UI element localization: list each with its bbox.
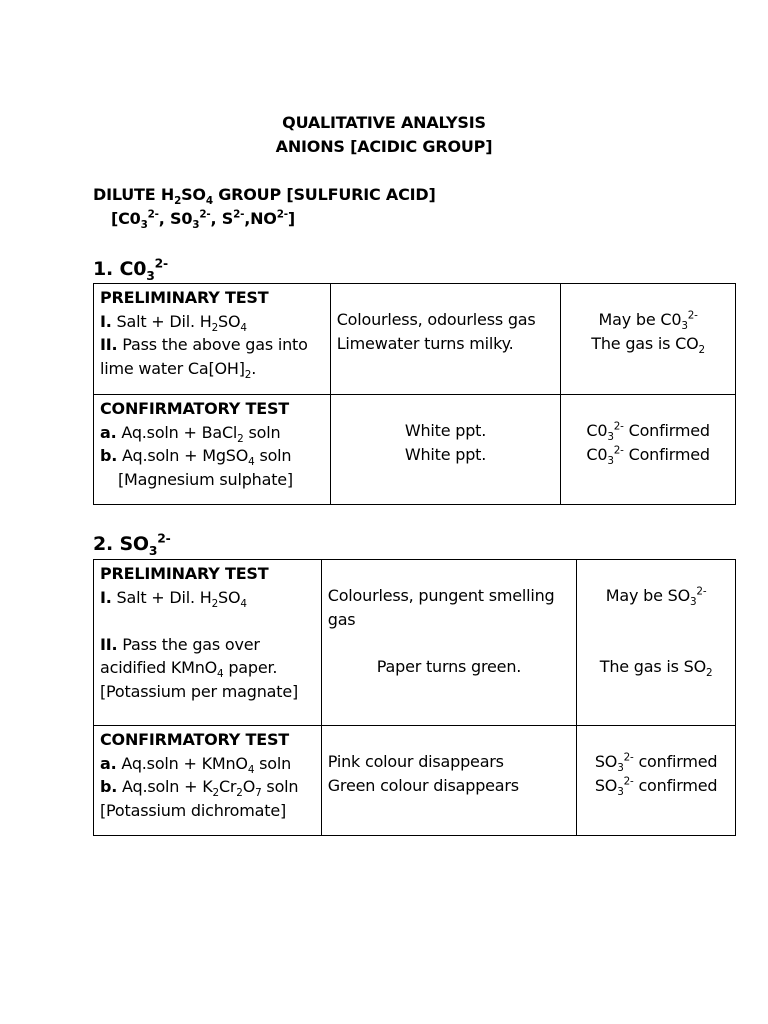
section2-confirm-obs-b: Green colour disappears [327, 775, 519, 795]
section2-confirm-inference-cell [577, 726, 736, 836]
section2-confirm-inf-a: $SO_3^{2-}$ confirmed [594, 751, 718, 775]
section2-confirm-a: a. Aq.soln + KMnO$_4$ soln [100, 753, 292, 776]
section1-prelim-test-cell [94, 284, 331, 395]
section1-confirm-b: b. Aq.soln + MgSO$_4$ soln [100, 446, 292, 469]
section1-prelim-title: PRELIMINARY TEST [100, 288, 269, 307]
section1-prelim-inf1: May be $C0_3^{2-}$ [598, 309, 698, 333]
section1-prelim-inference-cell [561, 284, 736, 395]
section1-prelim-obs2: Limewater turns milky. [336, 333, 514, 353]
section1-prelim-row [94, 284, 736, 395]
section1-confirm-b-note: [Magnesium sulphate] [118, 469, 293, 489]
section2-prelim-step1: I. Salt + Dil. $H_2SO_4$ [100, 587, 247, 610]
group-heading: DILUTE $H_2SO_4$ GROUP [SULFURIC ACID] [93, 185, 436, 208]
section1-confirm-title: CONFIRMATORY TEST [100, 399, 289, 418]
section1-prelim-obs1: Colourless, odourless gas [336, 310, 536, 329]
section2-confirm-observation-cell [321, 726, 576, 836]
section2-confirm-row [94, 726, 736, 836]
section1-heading: 1. $C0_3^{2-}$ [93, 256, 168, 283]
section2-prelim-title: PRELIMINARY TEST [100, 564, 269, 583]
section2-prelim-observation-cell [321, 560, 576, 726]
section1-confirm-inf-a: $C0_3^{2-}$ Confirmed [586, 420, 710, 444]
section2-confirm-b-note: [Potassium dichromate] [100, 800, 287, 820]
section1-prelim-step2: II. Pass the above gas into lime water $Ca[OH]_2$. [100, 335, 308, 381]
section1-confirm-obs-a: White ppt. [404, 421, 487, 440]
section2-prelim-obs2: Paper turns green. [376, 656, 522, 676]
section1-prelim-step1: I. Salt + Dil. $H_2SO_4$ [100, 311, 247, 334]
document-subtitle: ANIONS [ACIDIC GROUP] [275, 137, 493, 156]
section2-confirm-title: CONFIRMATORY TEST [100, 730, 289, 749]
section2-confirm-b: b. $Aq.soln + K_2Cr_2O_7$ soln [100, 777, 299, 800]
group-ions: [$C0_3^{2-}$, $S0_3^{2-}$, $S^{2-},NO^{2-}$] [111, 208, 295, 232]
section2-table [93, 559, 736, 836]
section2-confirm-test-cell [94, 726, 322, 836]
section1-table [93, 283, 736, 505]
section2-prelim-inf2: The gas is $SO_2$ [599, 656, 713, 679]
section2-confirm-obs-a: Pink colour disappears [327, 752, 504, 771]
section1-confirm-observation-cell [330, 395, 561, 505]
section1-confirm-a: a. Aq.soln + BaCl$_2$ soln [100, 422, 281, 445]
section1-confirm-inference-cell [561, 395, 736, 505]
section1-confirm-obs-b: White ppt. [404, 444, 487, 464]
document-title: QUALITATIVE ANALYSIS [282, 113, 486, 132]
section1-confirm-inf-b: $C0_3^{2-}$ Confirmed [586, 444, 710, 467]
section2-prelim-inf1: May be $SO_3^{2-}$ [605, 585, 707, 609]
section2-prelim-inference-cell [577, 560, 736, 726]
section1-confirm-row [94, 395, 736, 505]
section2-heading: 2. $SO_3^{2-}$ [93, 531, 171, 558]
section2-prelim-row [94, 560, 736, 726]
section1-confirm-test-cell [94, 395, 331, 505]
section2-prelim-step2-note: [Potassium per magnate] [100, 681, 299, 701]
section2-prelim-step2: II. Pass the gas over acidified KMnO$_4$ paper. [100, 634, 278, 681]
section1-prelim-inf2: The gas is $CO_2$ [591, 333, 705, 356]
section2-prelim-test-cell [94, 560, 322, 726]
section1-prelim-observation-cell [330, 284, 561, 395]
section2-confirm-inf-b: $SO_3^{2-}$ confirmed [594, 775, 718, 798]
section2-prelim-obs1: Colourless, pungent smelling gas [327, 586, 555, 629]
